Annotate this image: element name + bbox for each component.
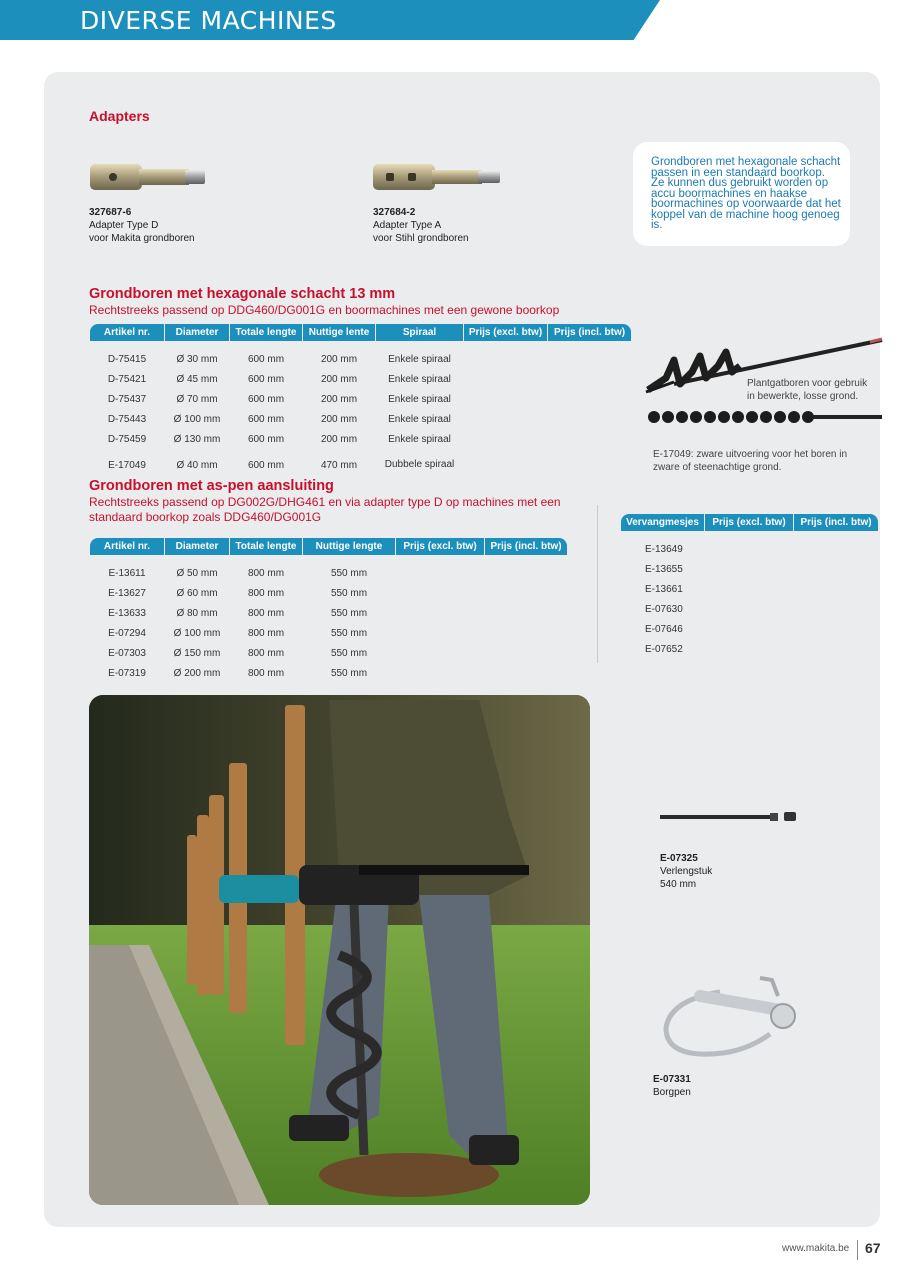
cell: 800 mm <box>247 667 285 679</box>
cell: 550 mm <box>330 567 368 579</box>
cell: 200 mm <box>320 433 358 445</box>
cell: E-07646 <box>645 623 683 635</box>
cell <box>794 579 878 599</box>
cell <box>705 579 793 599</box>
cell <box>464 409 547 429</box>
cell <box>485 623 567 643</box>
info-box <box>633 142 850 246</box>
adapter-a-type: Adapter Type A <box>373 220 442 231</box>
page-title: DIVERSE MACHINES <box>80 6 337 35</box>
cell: D-75415 <box>107 353 147 365</box>
cell: 550 mm <box>330 647 368 659</box>
blades-col-prijs-incl: Prijs (incl. btw) <box>794 514 878 531</box>
table-row <box>90 623 567 643</box>
table-row <box>90 449 631 481</box>
pin-name: Borgpen <box>653 1087 691 1098</box>
cell: 600 mm <box>247 413 285 425</box>
cell <box>705 619 793 639</box>
adapter-d-desc: voor Makita grondboren <box>89 233 195 244</box>
cell: 800 mm <box>247 607 285 619</box>
cell: 200 mm <box>320 373 358 385</box>
hex-col-artikel: Artikel nr. <box>90 324 164 341</box>
cell: 600 mm <box>247 459 285 471</box>
cell: E-13655 <box>645 563 683 575</box>
table-row <box>90 583 567 603</box>
cell: E-13627 <box>108 587 146 599</box>
cell: 800 mm <box>247 647 285 659</box>
hex-col-prijs-incl: Prijs (incl. btw) <box>548 324 631 341</box>
cell <box>464 429 547 449</box>
cell: Ø 70 mm <box>176 393 218 405</box>
cell <box>396 643 484 663</box>
footer-divider <box>857 1240 858 1260</box>
table-row <box>90 389 631 409</box>
cell <box>548 389 631 409</box>
cell: 550 mm <box>330 587 368 599</box>
table-row <box>621 599 878 619</box>
divider-line <box>597 505 598 663</box>
cell: Ø 200 mm <box>173 667 221 679</box>
cell: D-75421 <box>107 373 147 385</box>
cell: Ø 45 mm <box>176 373 218 385</box>
table-row <box>621 539 878 559</box>
cell: D-75459 <box>107 433 147 445</box>
cell <box>705 539 793 559</box>
hex-col-prijs-excl: Prijs (excl. btw) <box>464 324 547 341</box>
info-text: Grondboren met hexagonale schacht passen in een standaard boorkop. Ze kunnen dus gebruikt worden op accu boormachines en haakse boormachines op voorwaarde dat het koppel van de machine hoog genoeg is. <box>651 156 841 231</box>
aspen-col-totale: Totale lengte <box>230 538 302 555</box>
cell <box>705 559 793 579</box>
hex-subtitle: Rechtstreeks passend op DDG460/DG001G en boormachines met een gewone boorkop <box>89 303 560 317</box>
cell <box>464 349 547 369</box>
aspen-col-artikel: Artikel nr. <box>90 538 164 555</box>
cell: 550 mm <box>330 627 368 639</box>
cell: Enkele spiraal <box>388 393 451 405</box>
cell: E-13633 <box>108 607 146 619</box>
cell <box>548 349 631 369</box>
aspen-col-diameter: Diameter <box>165 538 229 555</box>
adapter-a-image <box>372 161 504 193</box>
table-row <box>90 429 631 449</box>
cell: E-13649 <box>645 543 683 555</box>
cell <box>464 389 547 409</box>
cell <box>794 559 878 579</box>
aspen-col-prijs-incl: Prijs (incl. btw) <box>485 538 567 555</box>
table-row <box>621 579 878 599</box>
hex-heading: Grondboren met hexagonale schacht 13 mm <box>89 286 396 302</box>
cell: Ø 60 mm <box>176 587 218 599</box>
cell <box>705 639 793 659</box>
table-row <box>90 349 631 369</box>
table-row <box>621 639 878 659</box>
cell <box>396 583 484 603</box>
cell <box>485 663 567 683</box>
plant-caption: Plantgatboren voor gebruik in bewerkte, losse grond. <box>747 378 868 402</box>
hex-table <box>89 324 632 481</box>
extension-length: 540 mm <box>660 879 697 890</box>
cell: 600 mm <box>247 353 285 365</box>
extension-image <box>660 810 800 824</box>
cell: Ø 40 mm <box>176 459 218 471</box>
adapter-a-desc: voor Stihl grondboren <box>373 233 469 244</box>
cell <box>794 619 878 639</box>
blades-col-vervangmesjes: Vervangmesjes <box>621 514 704 531</box>
cell: Enkele spiraal <box>388 433 451 445</box>
cell <box>548 369 631 389</box>
cell <box>548 429 631 449</box>
blades-col-prijs-excl: Prijs (excl. btw) <box>705 514 793 531</box>
cell: 550 mm <box>330 667 368 679</box>
cell <box>548 409 631 429</box>
table-row <box>90 563 567 583</box>
cell: Ø 50 mm <box>176 567 218 579</box>
cell <box>794 539 878 559</box>
table-row <box>621 559 878 579</box>
hex-col-nuttige: Nuttige lente <box>303 324 375 341</box>
cell: 600 mm <box>247 373 285 385</box>
table-row <box>90 409 631 429</box>
cell: E-07652 <box>645 643 683 655</box>
extension-code: E-07325 <box>660 853 698 864</box>
adapter-d-code: 327687-6 <box>89 207 132 218</box>
e17049-caption: E-17049: zware uitvoering voor het boren in zware of steenachtige grond. <box>653 449 848 473</box>
cell: Enkele spiraal <box>388 373 451 385</box>
cell <box>396 563 484 583</box>
aspen-col-prijs-excl: Prijs (excl. btw) <box>396 538 484 555</box>
extension-name: Verlengstuk <box>660 866 713 877</box>
cell <box>794 639 878 659</box>
pin-code: E-07331 <box>653 1074 691 1085</box>
cell: 550 mm <box>330 607 368 619</box>
hex-col-diameter: Diameter <box>165 324 229 341</box>
pin-image <box>660 970 805 1060</box>
aspen-col-nuttige: Nuttige lengte <box>303 538 395 555</box>
adapter-d-image <box>89 161 209 193</box>
cell <box>396 663 484 683</box>
cell: Dubbele spiraal <box>384 459 455 470</box>
cell: 200 mm <box>320 413 358 425</box>
cell: E-07294 <box>108 627 146 639</box>
cell <box>396 603 484 623</box>
cell <box>794 599 878 619</box>
cell: Ø 30 mm <box>176 353 218 365</box>
cell: 200 mm <box>320 393 358 405</box>
table-row <box>90 643 567 663</box>
cell: Enkele spiraal <box>388 353 451 365</box>
cell: E-07303 <box>108 647 146 659</box>
cell <box>464 449 547 481</box>
cell: D-75443 <box>107 413 147 425</box>
adapter-d-type: Adapter Type D <box>89 220 159 231</box>
cell: Ø 100 mm <box>173 413 221 425</box>
adapter-a-code: 327684-2 <box>373 207 416 218</box>
table-row <box>90 663 567 683</box>
table-row <box>90 369 631 389</box>
table-row <box>90 603 567 623</box>
cell: 800 mm <box>247 587 285 599</box>
cell <box>485 643 567 663</box>
aspen-subtitle-2: standaard boorkop zoals DDG460/DG001G <box>89 510 322 524</box>
cell: 800 mm <box>247 567 285 579</box>
cell: 470 mm <box>320 459 358 471</box>
hex-col-spiraal: Spiraal <box>376 324 463 341</box>
aspen-table <box>89 538 568 683</box>
aspen-subtitle-1: Rechtstreeks passend op DG002G/DHG461 en via adapter type D op machines met een <box>89 495 561 509</box>
product-photo <box>89 695 590 1205</box>
cell: E-07319 <box>108 667 146 679</box>
cell <box>548 449 631 481</box>
cell <box>485 583 567 603</box>
hex-col-totale: Totale lengte <box>230 324 302 341</box>
aspen-heading: Grondboren met as-pen aansluiting <box>89 478 334 494</box>
cell: 600 mm <box>247 433 285 445</box>
cell <box>485 603 567 623</box>
cell: 600 mm <box>247 393 285 405</box>
page-number: 67 <box>865 1240 881 1256</box>
cell: E-13611 <box>108 567 146 579</box>
cell <box>705 599 793 619</box>
cell: Enkele spiraal <box>388 413 451 425</box>
cell: Ø 150 mm <box>173 647 221 659</box>
cell <box>485 563 567 583</box>
cell: Ø 100 mm <box>173 627 221 639</box>
cell: E-17049 <box>108 459 146 471</box>
cell: D-75437 <box>107 393 147 405</box>
footer-url[interactable]: www.makita.be <box>782 1243 850 1254</box>
cell: E-07630 <box>645 603 683 615</box>
cell: E-13661 <box>645 583 683 595</box>
blades-table <box>620 514 879 659</box>
cell: Ø 130 mm <box>173 433 221 445</box>
table-row <box>621 619 878 639</box>
cell: Ø 80 mm <box>176 607 218 619</box>
adapters-heading: Adapters <box>89 108 150 124</box>
cell <box>396 623 484 643</box>
cell <box>464 369 547 389</box>
cell: 800 mm <box>247 627 285 639</box>
cell: 200 mm <box>320 353 358 365</box>
